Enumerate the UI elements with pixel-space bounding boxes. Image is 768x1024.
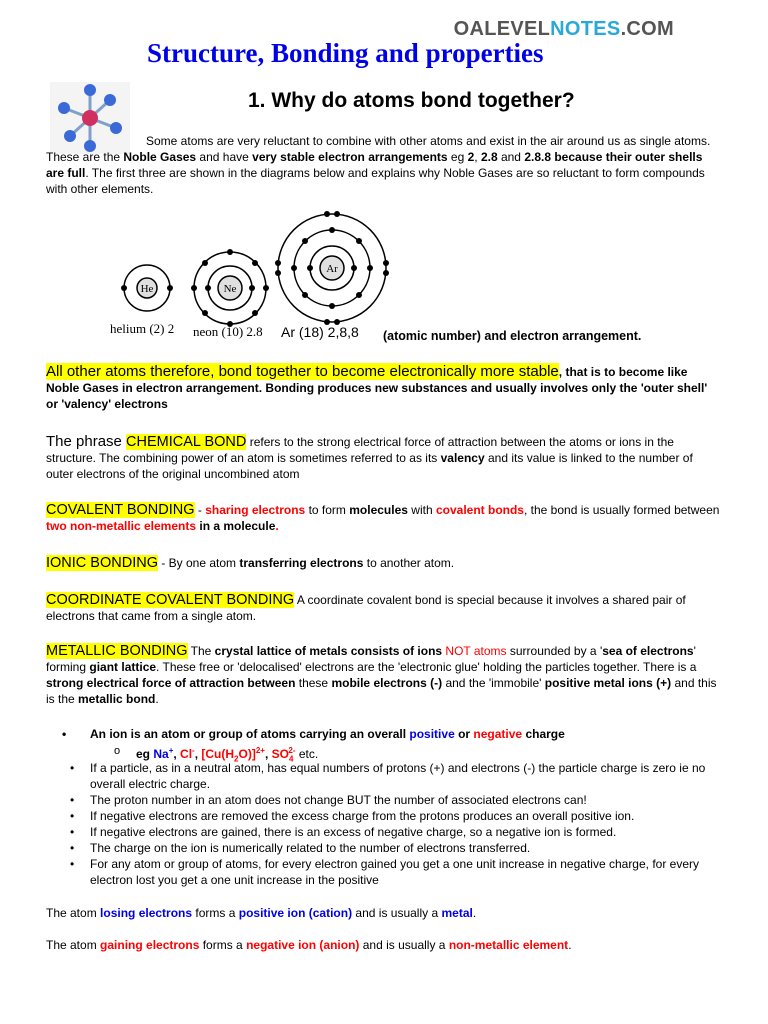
helium-atom [121,265,173,311]
losing-electrons-line: The atom losing electrons forms a positive ion (cation) and is usually a metal. [46,906,477,920]
list-item: • The proton number in an atom does not change BUT the number of associated electrons can! [70,793,587,807]
svg-text:Ar: Ar [326,263,338,275]
brand-part-2: NOTES [550,18,621,40]
diagram-caption: (atomic number) and electron arrangement. [383,329,642,343]
ion-bullet-list [66,760,728,888]
ion-examples: o eg Na+, Cl-, $[Cu(H_2O)]^{2+}$, $SO_4^{2-}$ etc. [114,745,319,764]
coordinate-bonding-paragraph: COORDINATE COVALENT BONDING A coordinate covalent bond is special because it involves a shared pair of electrons that came from a single atom. [46,592,686,623]
stability-paragraph: All other atoms therefore, bond together to become electronically more stable, that is to become like Noble Gases in electron arrangement. Bonding produces new substances and usually involves only the 'outer shell' or 'valency' electrons [46,363,708,411]
neon-label: neon (10) 2.8 [193,324,263,339]
brand-part-1: OALEVEL [453,18,551,40]
argon-label: Ar (18) 2,8,8 [281,324,359,340]
neon-atom [191,249,269,327]
section-heading: 1. Why do atoms bond together? [248,89,575,112]
list-item: • If a particle, as in a neutral atom, has equal numbers of protons (+) and electrons (-) the particle charge is zero ie no overall electric charge. [70,761,706,791]
list-item: • If negative electrons are removed the excess charge from the protons produces an overall positive ion. [70,809,635,823]
intro-paragraph: Some atoms are very reluctant to combine with other atoms and exist in the air around us as single atoms. These are the Noble Gases and have very stable electron arrangements eg 2, 2.8 and 2.8.8 because their outer shells are full. The first three are shown in the diagrams below and explains why Noble Gases are so reluctant to form compounds with other elements. [46,134,711,196]
list-item: • The charge on the ion is numerically related to the number of electrons transferred. [70,841,531,855]
gaining-electrons-line: The atom gaining electrons forms a negative ion (anion) and is usually a non-metallic element. [46,938,572,952]
svg-text:He: He [140,283,154,295]
covalent-bonding-paragraph: COVALENT BONDING - sharing electrons to form molecules with covalent bonds, the bond is usually formed between two non-metallic elements in a molecule. [46,502,720,533]
page-title: Structure, Bonding and properties [147,38,544,68]
metallic-bonding-paragraph: METALLIC BONDING The crystal lattice of metals consists of ions NOT atoms surrounded by a 'sea of electrons' forming giant lattice. These free or 'delocalised' electrons are the 'electronic glue' holding the particles together. There is a strong electrical force of attraction between these mobile electrons (-) and the 'immobile' positive metal ions (+) and this is the metallic bond. [46,643,717,706]
brand-part-3: .COM [620,18,674,40]
list-item: • If negative electrons are gained, there is an excess of negative charge, so a negative ion is formed. [70,825,617,839]
ionic-bonding-paragraph: IONIC BONDING - By one atom transferring electrons to another atom. [46,555,455,571]
svg-text:Ne: Ne [223,283,237,295]
list-item: • For any atom or group of atoms, for every electron gained you get a one unit increase in negative charge, for every electron lost you get a one unit increase in the positive [70,857,700,887]
argon-atom [275,211,389,325]
noble-gas-diagram [110,205,400,335]
helium-label: helium (2) 2 [110,321,175,336]
ion-definition: • An ion is an atom or group of atoms carrying an overall positive or negative charge [62,727,565,741]
chemical-bond-paragraph: The phrase CHEMICAL BOND refers to the strong electrical force of attraction between the atoms or ions in the structure. The combining power of an atom is sometimes referred to as its valency and its value is linked to the number of outer electrons of the original uncombined atom [46,433,693,481]
